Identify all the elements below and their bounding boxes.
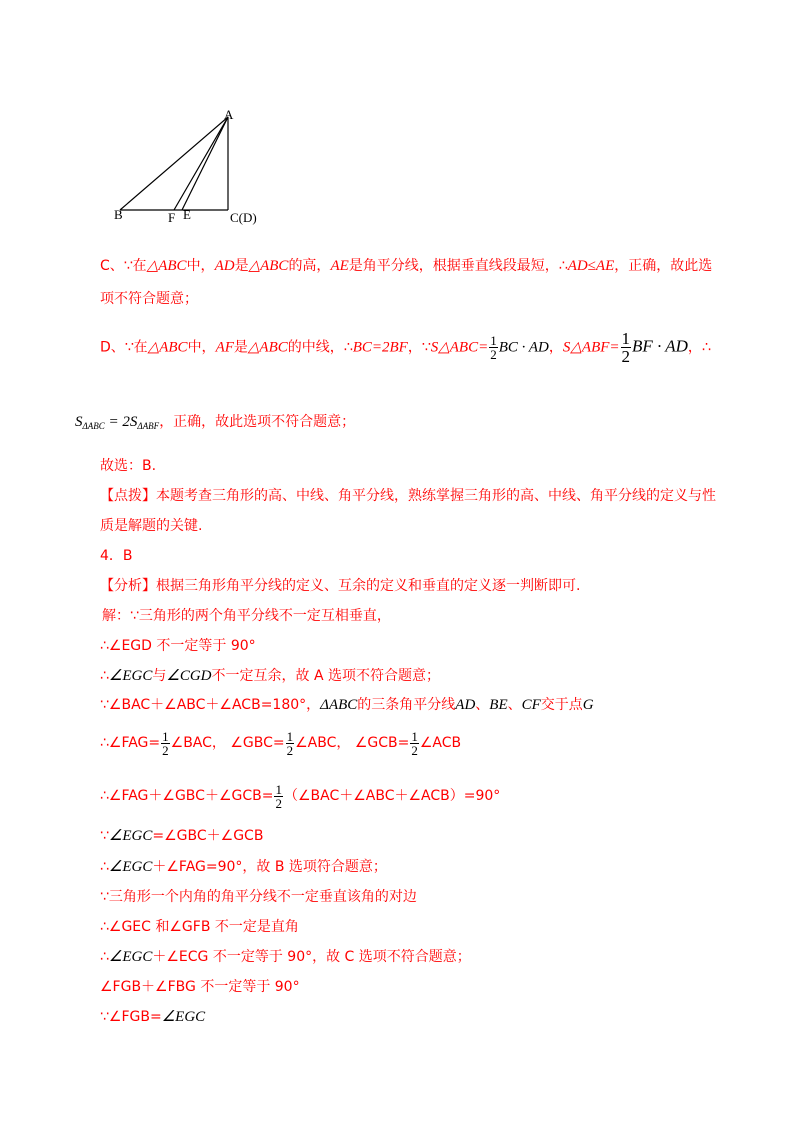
math: S△ABC=: [430, 339, 489, 356]
text: D、∵在: [100, 339, 148, 356]
numerator: 1: [411, 728, 418, 744]
label-b: B: [114, 207, 123, 222]
fraction-half: [410, 730, 419, 757]
text: ，∵: [407, 339, 431, 356]
text: ∴∠EGD 不一定等于 90°: [100, 638, 256, 654]
text: ∵: [100, 828, 109, 844]
text: 、: [475, 697, 490, 713]
option-c-line2: [100, 289, 740, 309]
text: 【分析】根据三角形角平分线的定义、互余的定义和垂直的定义逐一判断即可.: [100, 578, 581, 594]
denominator: 2: [490, 347, 497, 362]
text: ∴: [100, 859, 109, 875]
math-subscript: ΔABF: [137, 421, 160, 431]
math: AD: [214, 258, 235, 274]
text: 的三条角平分线: [357, 697, 456, 713]
text: ∠ABC， ∠GCB=: [295, 735, 410, 751]
answer-choice: [100, 456, 740, 476]
q4-line9: [100, 917, 740, 937]
text: 中，: [187, 339, 216, 356]
text: ＋∠FAG=90°，故 B 选项符合题意；: [152, 859, 387, 875]
fraction-half: [161, 730, 170, 757]
q4-line6: [100, 826, 740, 846]
text: ＋∠ECG 不一定等于 90°，故 C 选项不符合题意；: [152, 949, 471, 965]
numerator: 1: [162, 728, 169, 744]
math: ∠CGD: [166, 668, 212, 684]
text: （∠BAC＋∠ABC＋∠ACB）=90°: [283, 788, 501, 804]
math: CF: [521, 697, 541, 713]
denominator: 2: [162, 742, 169, 758]
numerator: 1: [286, 728, 294, 744]
text: ，∴: [687, 339, 711, 356]
math: △ABC: [146, 258, 187, 274]
text: ∴: [100, 949, 109, 965]
text: ∠FGB＋∠FBG 不一定等于 90°: [100, 979, 300, 995]
numerator: 1: [490, 333, 497, 348]
text: ∴∠GEC 和∠GFB 不一定是直角: [100, 919, 299, 935]
text: 故选：B.: [100, 458, 157, 474]
text: ∠BAC， ∠GBC=: [170, 735, 285, 751]
q4-line11: [100, 977, 740, 997]
q4-line12: [100, 1007, 740, 1027]
text: ，正确，故此选项不符合题意；: [159, 414, 356, 430]
q4-line4: [100, 728, 740, 758]
numerator: 1: [275, 781, 282, 797]
math: △ABC: [147, 339, 188, 356]
segment-ae: [182, 117, 228, 210]
text: 是: [233, 339, 248, 356]
q4-line5: [100, 781, 740, 811]
q4-analysis: [100, 576, 740, 596]
q4-line2: [100, 666, 740, 686]
q4-line8: [100, 887, 740, 907]
triangle-figure: [110, 105, 270, 230]
fraction-half: [621, 330, 632, 365]
text: 是角平分线，根据垂直线段最短，∴: [348, 258, 568, 274]
math: AD≤AE: [567, 258, 615, 274]
text: 的高，: [288, 258, 331, 274]
text: ，正确，故此选: [614, 258, 713, 274]
q4-line10: [100, 947, 740, 967]
math: AF: [215, 339, 234, 356]
math: BE: [489, 697, 508, 713]
text: C、∵在: [100, 258, 147, 274]
q4-line7: [100, 857, 740, 877]
option-c-line1: [100, 256, 740, 276]
text: 解：∵三角形的两个角平分线不一定互相垂直，: [102, 608, 391, 624]
tip-line1: [100, 486, 740, 506]
text: 交于点: [540, 697, 583, 713]
denominator: 2: [275, 795, 282, 811]
math: BC · AD: [498, 339, 549, 356]
text: 、: [507, 697, 522, 713]
label-f: F: [168, 210, 176, 225]
math: ∠EGC: [108, 949, 153, 965]
text: 中，: [186, 258, 215, 274]
fraction-half: [286, 730, 295, 757]
math: S: [75, 414, 83, 430]
math: BF · AD: [632, 336, 688, 356]
tip-line2: [100, 516, 740, 536]
text: ∵∠FGB=: [100, 1009, 162, 1025]
text: 质是解题的关键.: [100, 518, 203, 534]
fraction-half: [274, 783, 283, 810]
math: ΔABC: [320, 697, 358, 713]
math: BC=2BF: [352, 339, 408, 356]
fraction-half: [489, 334, 498, 361]
math: = 2S: [104, 414, 138, 430]
math-subscript: ΔABC: [82, 421, 105, 431]
text: ，: [548, 339, 563, 356]
math: AD: [455, 697, 476, 713]
denominator: 2: [286, 742, 294, 758]
math: ∠EGC: [108, 828, 153, 844]
q4-line1: [100, 636, 740, 656]
text: ∴: [100, 668, 109, 684]
text: 与: [152, 668, 167, 684]
denominator: 2: [411, 742, 418, 758]
text: ∴∠FAG=: [100, 735, 161, 751]
math: G: [582, 697, 594, 713]
text: 4．B: [100, 548, 133, 564]
denominator: 2: [621, 347, 631, 366]
text: ∵∠BAC＋∠ABC＋∠ACB=180°，: [100, 697, 321, 713]
text: 项不符合题意；: [100, 291, 198, 307]
text: ∴∠FAG＋∠GBC＋∠GCB=: [100, 788, 274, 804]
option-d-line1: [100, 330, 740, 365]
label-cd: C(D): [230, 210, 257, 225]
segment-af: [174, 117, 228, 210]
label-e: E: [183, 207, 191, 222]
math: △ABC: [248, 258, 289, 274]
math: S△ABF=: [562, 339, 620, 356]
q4-solution-start: [102, 606, 740, 626]
q4-answer: [100, 546, 740, 566]
segment-ab: [120, 117, 228, 210]
math: ∠EGC: [161, 1009, 206, 1025]
math: ∠EGC: [108, 859, 153, 875]
label-a: A: [224, 107, 234, 122]
math: ∠EGC: [108, 668, 153, 684]
text: 不一定互余，故 A 选项不符合题意；: [211, 668, 440, 684]
q4-line3: [100, 695, 740, 715]
text: ∵三角形一个内角的角平分线不一定垂直该角的对边: [100, 889, 417, 905]
math: △ABC: [247, 339, 288, 356]
math: AE: [330, 258, 349, 274]
text: ∠ACB: [419, 735, 462, 751]
text: =∠GBC＋∠GCB: [152, 828, 264, 844]
text: 【点拨】本题考查三角形的高、中线、角平分线，熟练掌握三角形的高、中线、角平分线的定义与性: [100, 488, 716, 504]
option-d-line2: [75, 412, 740, 436]
numerator: 1: [621, 329, 631, 348]
text: 是: [234, 258, 249, 274]
text: 的中线，∴: [287, 339, 353, 356]
